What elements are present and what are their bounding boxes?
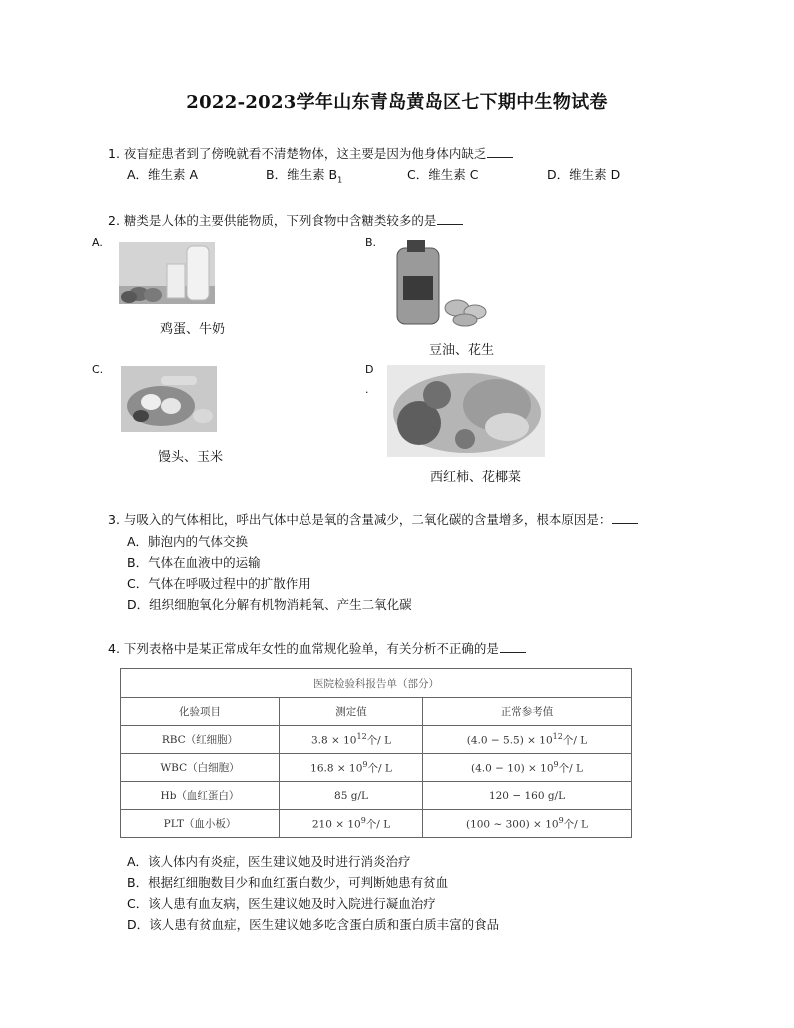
page-title: 2022-2023学年山东青岛黄岛区七下期中生物试卷: [186, 92, 608, 113]
table-row: [121, 810, 632, 838]
item-cell: PLT（血小板）: [121, 810, 280, 838]
question-2-text: 2. 糖类是人体的主要供能物质，下列食物中含糖类较多的是: [108, 213, 437, 228]
question-2: [108, 212, 463, 230]
answer-blank: [500, 640, 526, 653]
reference-cell: $(4.0 - 5.5) \times 10^{12}$个/ L: [423, 726, 632, 754]
q3-option-b: B．气体在血液中的运输: [127, 555, 261, 570]
reference-cell: $(4.0 - 10) \times 10^9$个/ L: [423, 754, 632, 782]
q4-option-c: C．该人患有血友病，医生建议她及时入院进行凝血治疗: [127, 896, 436, 911]
question-3: [108, 511, 638, 529]
q2-option-d-caption: 西红柿、花椰菜: [430, 470, 522, 485]
table-caption-row: [121, 669, 632, 698]
value-cell: 85 g/L: [280, 782, 423, 810]
table-row: [121, 782, 632, 810]
reference-cell: (100 ∼ $300) \times 10^9$个/ L: [423, 810, 632, 838]
question-4-text: 4. 下列表格中是某正常成年女性的血常规化验单，有关分析不正确的是: [108, 641, 499, 656]
value-cell: $210 \times 10^9$个/ L: [280, 810, 423, 838]
item-cell: Hb（血红蛋白）: [121, 782, 280, 810]
q4-option-b: B．根据红细胞数目少和血红蛋白数少，可判断她患有贫血: [127, 875, 449, 890]
q1-option-b: B．维生素 $B_1$: [266, 167, 343, 185]
q2-option-a-letter: A.: [92, 236, 103, 249]
column-header: 正常参考值: [423, 698, 632, 726]
item-cell: WBC（白细胞）: [121, 754, 280, 782]
answer-blank: [487, 145, 513, 158]
item-cell: RBC（红细胞）: [121, 726, 280, 754]
q2-option-a-caption: 鸡蛋、牛奶: [160, 322, 226, 337]
answer-blank: [437, 212, 463, 225]
value-cell: $3.8 \times 10^{12}$个/ L: [280, 726, 423, 754]
q2-option-c-caption: 馒头、玉米: [158, 450, 224, 465]
q1-option-d: D．维生素 D: [547, 167, 621, 182]
q4-option-a: A．该人体内有炎症，医生建议她及时进行消炎治疗: [127, 854, 411, 869]
q1-option-a: A．维生素 A: [127, 167, 199, 182]
buns-corn-photo: [121, 366, 217, 432]
q2-option-d-dot: .: [365, 383, 369, 396]
q1-option-c: C．维生素 C: [407, 167, 479, 182]
eggs-milk-photo: [119, 242, 215, 304]
lab-report-table: [120, 668, 632, 838]
tomato-cauliflower-photo: [387, 365, 545, 457]
question-4: [108, 640, 526, 658]
table-caption: 医院检验科报告单（部分）: [121, 669, 632, 698]
question-3-text: 3. 与吸入的气体相比，呼出气体中总是氧的含量减少，二氧化碳的含量增多，根本原因是：: [108, 512, 612, 527]
table-row: [121, 754, 632, 782]
answer-blank: [612, 511, 638, 524]
table-row: [121, 726, 632, 754]
q4-option-d: D．该人患有贫血症，医生建议她多吃含蛋白质和蛋白质丰富的食品: [127, 917, 500, 932]
value-cell: $16.8 \times 10^9$个/ L: [280, 754, 423, 782]
q2-option-d-letter: D: [365, 363, 374, 376]
column-header: 化验项目: [121, 698, 280, 726]
table-header-row: [121, 698, 632, 726]
q3-option-d: D．组织细胞氧化分解有机物消耗氧、产生二氧化碳: [127, 597, 412, 612]
reference-cell: 120 − 160 g/L: [423, 782, 632, 810]
q3-option-c: C．气体在呼吸过程中的扩散作用: [127, 576, 311, 591]
q2-option-c-letter: C.: [92, 363, 104, 376]
question-1-text: 1. 夜盲症患者到了傍晚就看不清楚物体，这主要是因为他身体内缺乏: [108, 146, 487, 161]
question-1: [108, 145, 513, 163]
column-header: 测定值: [280, 698, 423, 726]
q3-option-a: A．肺泡内的气体交换: [127, 534, 249, 549]
q2-option-b-letter: B.: [365, 236, 377, 249]
q2-option-b-caption: 豆油、花生: [429, 343, 495, 358]
oil-peanuts-photo: [387, 238, 491, 330]
